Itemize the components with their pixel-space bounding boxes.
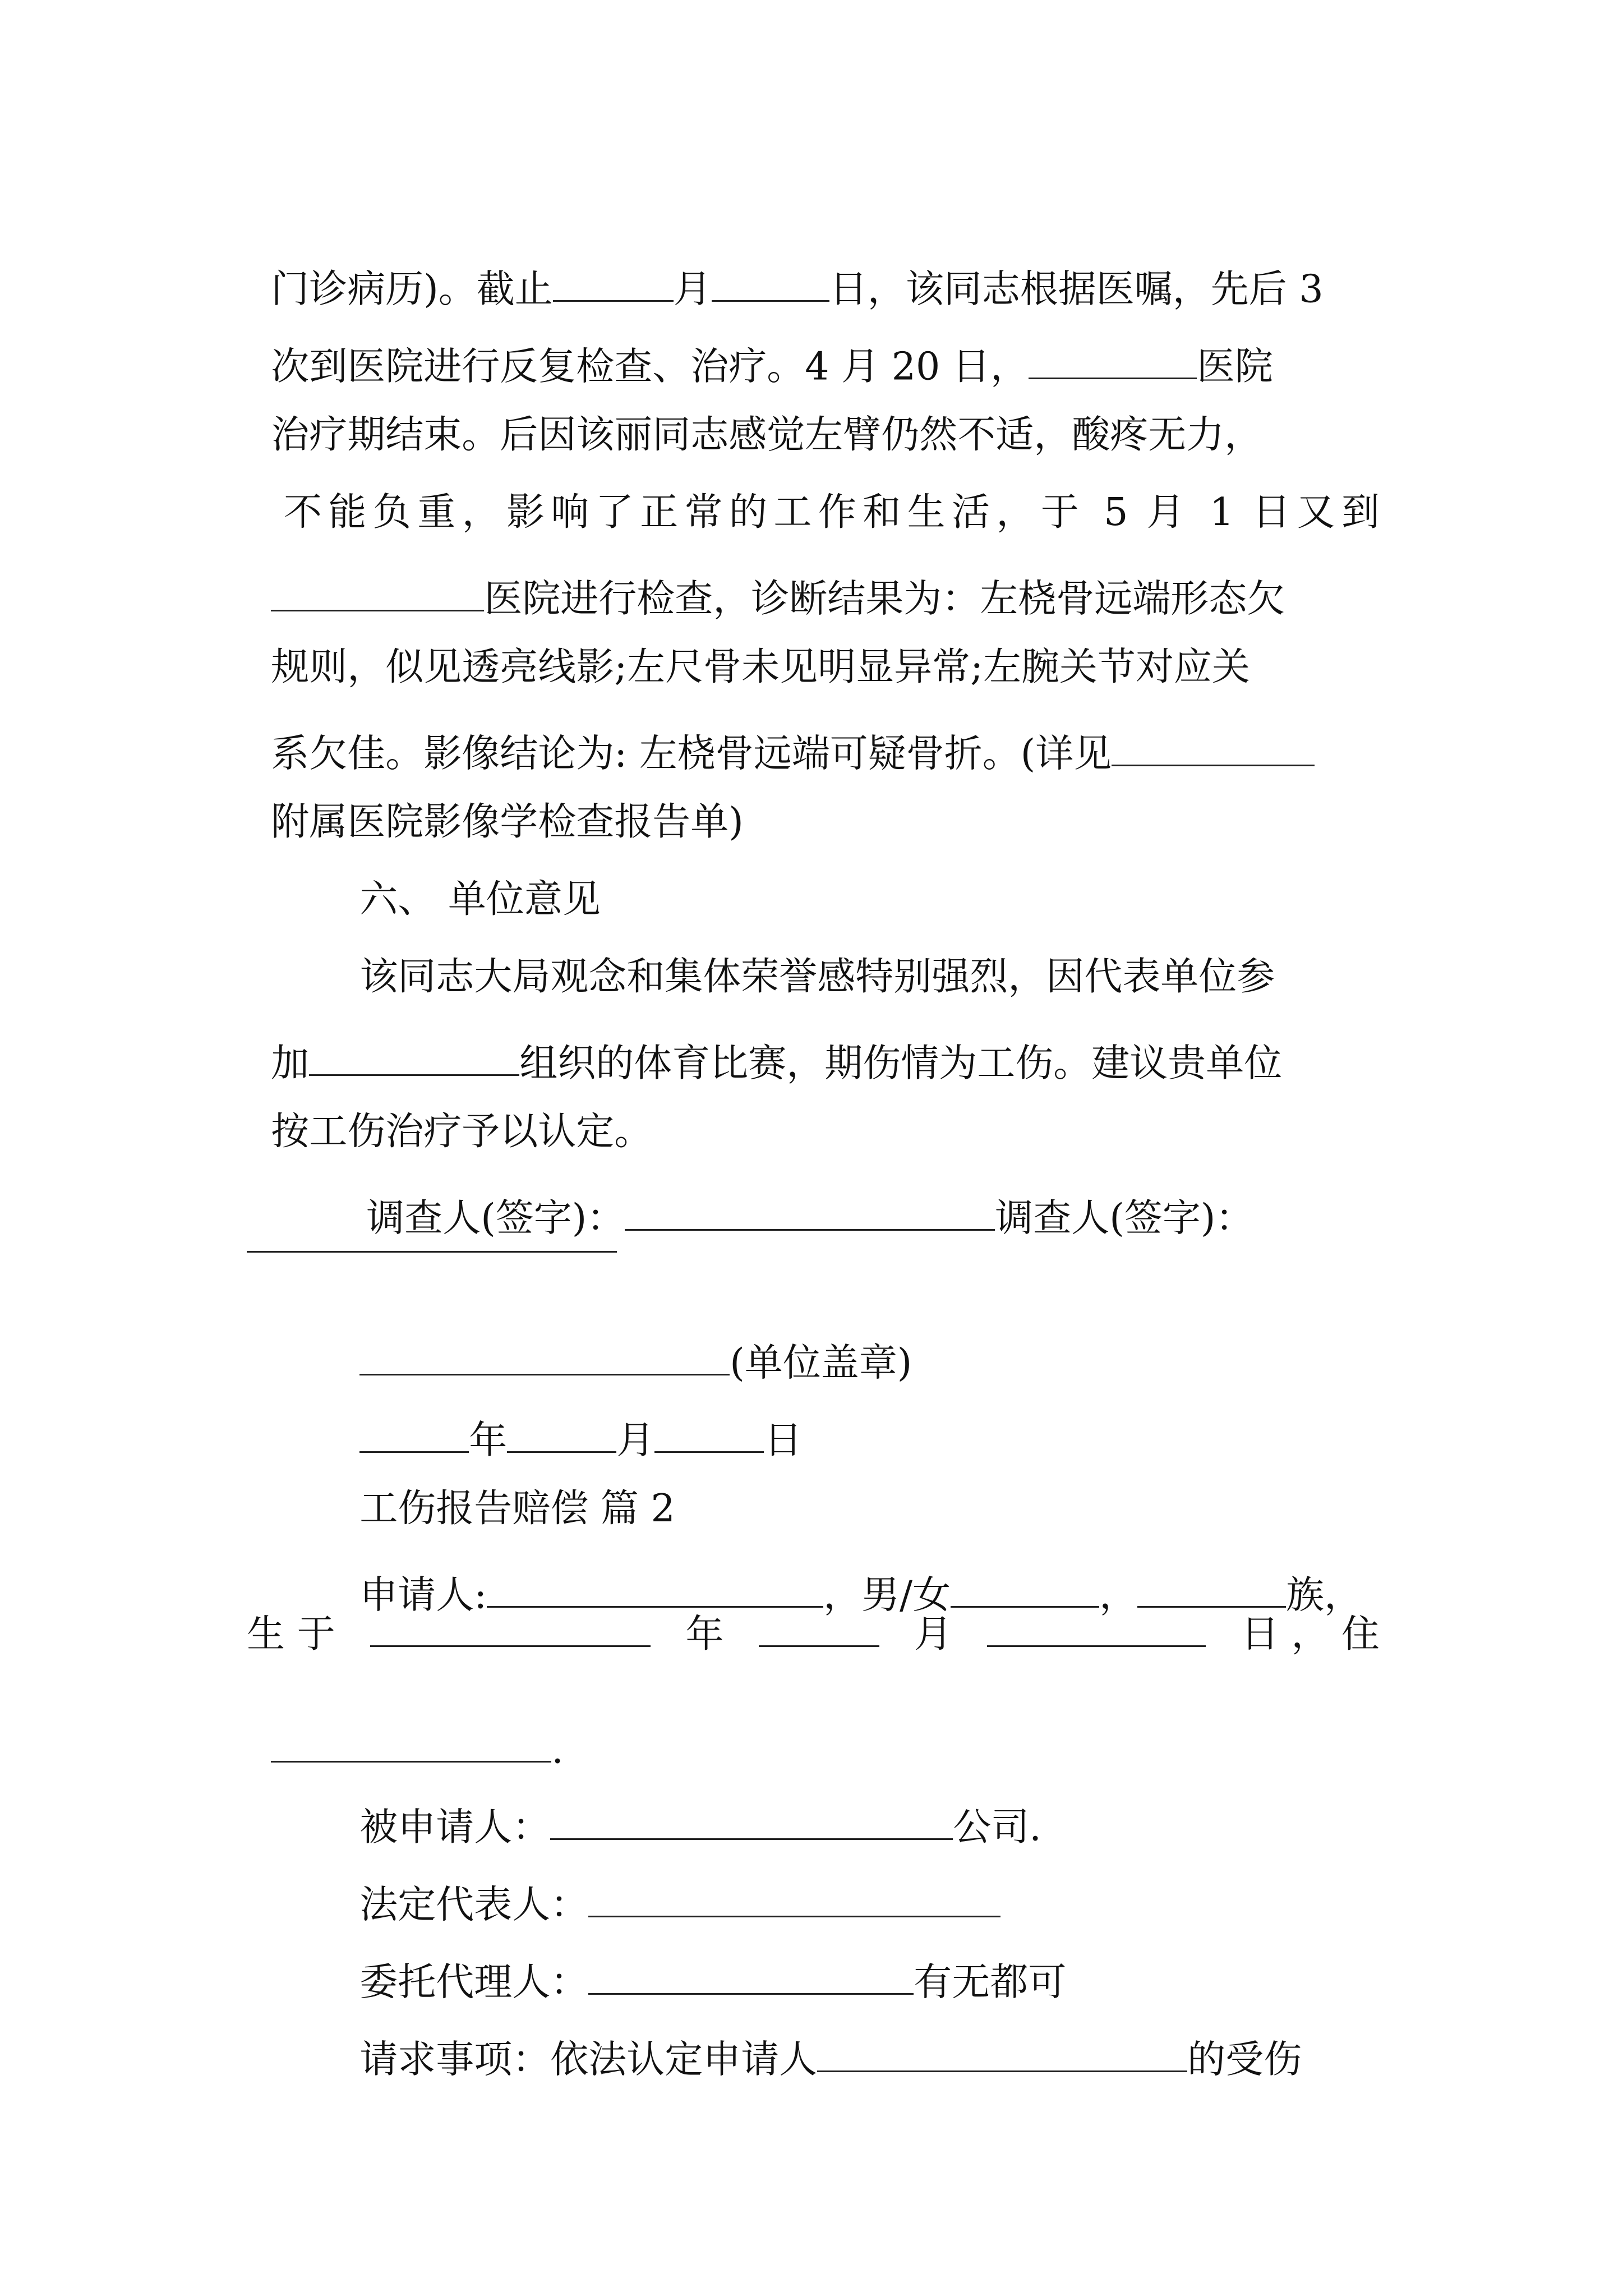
section6-text: 该同志大局观念和集体荣誉感特别强烈，因代表单位参 bbox=[359, 955, 1275, 999]
doc2-title-text: 工伤报告赔偿 篇 2 bbox=[359, 1487, 675, 1531]
signature-blank bbox=[247, 1251, 617, 1253]
blank-agent bbox=[588, 1954, 914, 1995]
ethnic-label: 族， bbox=[1286, 1573, 1363, 1618]
seal-label: (单位盖章) bbox=[730, 1341, 912, 1386]
section6-text: 按工伤治疗予以认定。 bbox=[271, 1110, 653, 1154]
date-month: 月 bbox=[616, 1418, 655, 1463]
blank-birth-year bbox=[370, 1607, 651, 1647]
doc2-title bbox=[335, 1452, 675, 1531]
comma-text: ， bbox=[1099, 1573, 1138, 1618]
blank-company bbox=[550, 1800, 953, 1840]
blank-organizer bbox=[309, 1036, 519, 1076]
section6-text: 组织的体育比赛，期伤情为工伤。建议贵单位 bbox=[519, 1041, 1283, 1086]
blank-gender bbox=[951, 1567, 1099, 1608]
blank-ethnic bbox=[1137, 1567, 1286, 1608]
section6-line3 bbox=[247, 1075, 653, 1154]
birth-day-label: 日 ， 住 bbox=[1241, 1612, 1380, 1657]
agent-note: 有无都可 bbox=[914, 1960, 1067, 2005]
para1-text: 日，该同志根据医嘱，先后 3 bbox=[829, 267, 1324, 312]
birth-month-label: 月 bbox=[914, 1612, 953, 1657]
para1-text: 月 bbox=[673, 267, 712, 312]
blank-request-name bbox=[817, 2032, 1187, 2072]
period-text: . bbox=[551, 1728, 564, 1773]
para1-line7 bbox=[247, 688, 1315, 776]
date-day: 日 bbox=[764, 1418, 803, 1463]
investigator-label: 调查人(签字)： bbox=[366, 1196, 625, 1241]
blank-month bbox=[553, 261, 674, 302]
gender-label: ，男/女 bbox=[823, 1573, 951, 1618]
section6-line1 bbox=[335, 920, 1275, 999]
para1-line2 bbox=[247, 301, 1273, 389]
para1-line3 bbox=[247, 378, 1263, 457]
para1-line8 bbox=[247, 765, 744, 844]
seal-line bbox=[335, 1297, 912, 1386]
para1-text: 次到医院进行反复检查、治疗。4 月 20 日， bbox=[271, 344, 1029, 389]
birth-year-label: 年 bbox=[685, 1612, 724, 1657]
signature-blank bbox=[625, 1190, 995, 1231]
blank-year bbox=[359, 1412, 469, 1453]
blank-hospital bbox=[271, 571, 484, 611]
blank-hospital bbox=[1112, 726, 1315, 766]
para1-text: 附属医院影像学检查报告单) bbox=[271, 800, 744, 844]
section-heading bbox=[335, 843, 601, 922]
para1-text: 系欠佳。影像结论为: 左桡骨远端可疑骨折。(详见 bbox=[271, 731, 1112, 776]
agent-line bbox=[335, 1916, 1067, 2005]
section6-line2 bbox=[247, 997, 1283, 1086]
legal-rep-line bbox=[335, 1839, 1000, 1927]
agent-label: 委托代理人： bbox=[359, 1960, 589, 2005]
request-line bbox=[335, 1994, 1302, 2082]
blank-birth-month bbox=[759, 1607, 879, 1647]
address-line bbox=[247, 1684, 564, 1773]
para1-text: 规则，似见透亮线影;左尺骨未见明显异常;左腕关节对应关 bbox=[271, 645, 1251, 689]
blank-legal-rep bbox=[588, 1877, 1000, 1917]
para1-text: 门诊病历)。截止 bbox=[271, 267, 553, 312]
para1-text: 治疗期结束。后因该丽同志感觉左臂仍然不适，酸疼无力， bbox=[271, 413, 1263, 457]
seal-blank bbox=[359, 1335, 730, 1375]
blank-day bbox=[712, 261, 829, 302]
applicant-label: 申请人: bbox=[359, 1573, 487, 1618]
para1-line6 bbox=[247, 610, 1250, 687]
investigator-line bbox=[342, 1152, 1254, 1241]
company-label: 公司. bbox=[953, 1805, 1041, 1850]
respondent-line bbox=[335, 1761, 1041, 1850]
applicant-line bbox=[335, 1529, 1363, 1618]
blank-birth-day bbox=[987, 1607, 1206, 1647]
date-line bbox=[335, 1374, 803, 1463]
blank-applicant-name bbox=[487, 1567, 823, 1608]
request-label: 请求事项：依法认定申请人 bbox=[359, 2037, 818, 2082]
para1-line5 bbox=[247, 533, 1285, 622]
blank-address bbox=[271, 1722, 551, 1763]
section-heading-text: 六、 单位意见 bbox=[359, 877, 601, 922]
para1-text: 医院进行检查，诊断结果为：左桡骨远端形态欠 bbox=[484, 577, 1285, 622]
respondent-label: 被申请人： bbox=[359, 1805, 551, 1850]
para1-line4 bbox=[247, 455, 1380, 535]
section6-text: 加 bbox=[271, 1041, 310, 1086]
blank-day bbox=[654, 1412, 764, 1453]
birth-line bbox=[247, 1607, 1380, 1657]
date-year: 年 bbox=[469, 1418, 508, 1463]
para1-text: 不能负重，影响了正常的工作和生活，于 5 月 1 日又到 bbox=[284, 490, 1380, 535]
investigator-label: 调查人(签字)： bbox=[995, 1196, 1254, 1241]
para1-line1 bbox=[247, 223, 1324, 312]
blank-month bbox=[507, 1412, 616, 1453]
para1-text: 医院 bbox=[1196, 344, 1273, 389]
blank-hospital bbox=[1029, 339, 1197, 379]
born-label: 生 于 bbox=[247, 1612, 335, 1657]
request-tail: 的受伤 bbox=[1187, 2037, 1302, 2082]
legal-rep-label: 法定代表人： bbox=[359, 1883, 589, 1927]
